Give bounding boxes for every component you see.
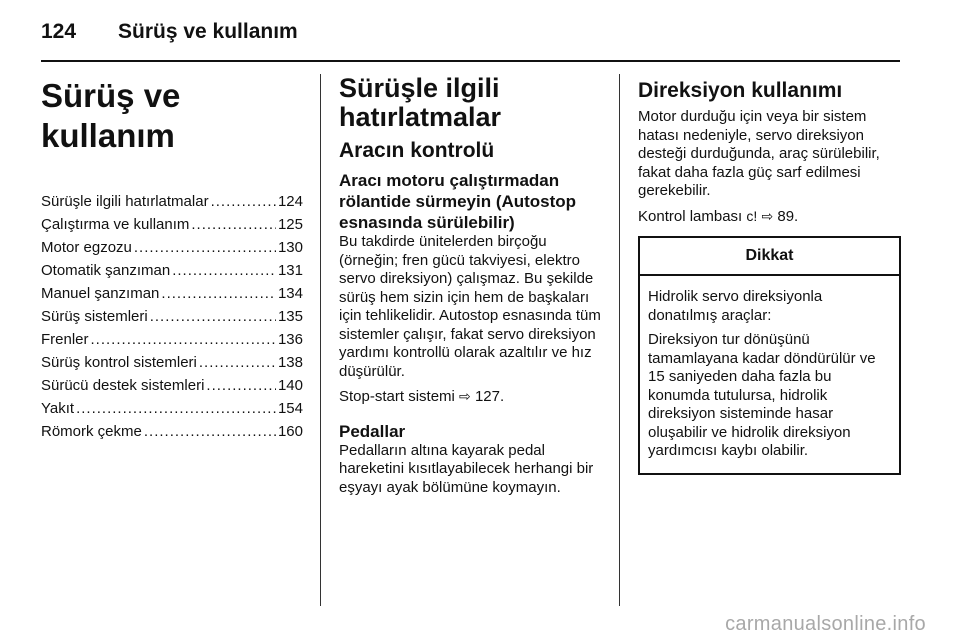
toc-item-label: Otomatik şanzıman	[41, 262, 171, 279]
section-subtitle: Aracın kontrolü	[339, 139, 495, 162]
watermark: carmanualsonline.info	[725, 613, 926, 635]
toc-item-label: Römork çekme	[41, 423, 142, 440]
toc-item[interactable]	[41, 305, 303, 328]
toc-leader-dots	[206, 374, 276, 397]
toc-item[interactable]	[41, 397, 303, 420]
arrow-right-icon: ⇨	[459, 388, 471, 404]
control-lamp-reference[interactable]	[638, 207, 901, 227]
toc-list	[41, 190, 303, 443]
caution-paragraph-2: Direksiyon tur dönüşünü tamamlayana kadar döndürülür ve 15 saniyeden daha fazla bu konumda tutulursa, hidrolik direksiyon sisteminde hasar oluşabilir ve hidrolik direksiyon yardımcısı kaybı olabilir.	[648, 331, 876, 459]
toc-item-page: 138	[277, 354, 303, 371]
toc-leader-dots	[76, 397, 276, 420]
reference-label: Stop-start sistemi	[339, 388, 455, 405]
caution-paragraph-1: Hidrolik servo direksiyonla donatılmış araçlar:	[648, 288, 823, 324]
toc-item-page: 135	[277, 308, 303, 325]
toc-item[interactable]	[41, 420, 303, 443]
toc-item-page: 160	[277, 423, 303, 440]
toc-item-page: 154	[277, 400, 303, 417]
pedals-body: Pedalların altına kayarak pedal hareketini kısıtlayabilecek herhangi bir eşyayı ayak bölümüne koymayın.	[339, 441, 594, 496]
toc-item[interactable]	[41, 282, 303, 305]
column-driving-notes	[339, 74, 607, 503]
toc-item-page: 131	[277, 262, 303, 279]
toc-item-label: Çalıştırma ve kullanım	[41, 216, 190, 233]
toc-item-page: 125	[277, 216, 303, 233]
steering-heading: Direksiyon kullanımı	[638, 79, 843, 102]
stop-start-reference[interactable]	[339, 387, 607, 407]
reference-page: 89.	[777, 207, 799, 225]
toc-item-label: Yakıt	[41, 400, 75, 417]
toc-item-label: Sürüşle ilgili hatırlatmalar	[41, 193, 209, 210]
column-contents	[41, 74, 303, 443]
running-title: Sürüş ve kullanım	[118, 20, 298, 43]
toc-item[interactable]	[41, 351, 303, 374]
toc-item-page: 124	[277, 193, 303, 210]
toc-item-label: Sürüş kontrol sistemleri	[41, 354, 197, 371]
toc-leader-dots	[161, 282, 276, 305]
toc-item[interactable]	[41, 259, 303, 282]
reference-label: Kontrol lambası	[638, 207, 743, 225]
page-number: 124	[41, 20, 77, 43]
pedals-heading: Pedallar	[339, 421, 406, 441]
caution-box	[638, 236, 901, 475]
caution-title: Dikkat	[640, 238, 899, 276]
reference-page: 127.	[474, 388, 505, 405]
toc-item-label: Sürücü destek sistemleri	[41, 377, 205, 394]
steering-warning-icon: c!	[746, 207, 758, 224]
toc-item[interactable]	[41, 213, 303, 236]
engine-off-heading: Aracı motoru çalıştırmadan rölantide sürmeyin (Autostop esnasında sürülebilir)	[339, 171, 577, 232]
toc-item-label: Sürüş sistemleri	[41, 308, 148, 325]
toc-item[interactable]	[41, 328, 303, 351]
toc-leader-dots	[134, 236, 276, 259]
toc-item-page: 134	[277, 285, 303, 302]
toc-leader-dots	[172, 259, 276, 282]
toc-item[interactable]	[41, 374, 303, 397]
engine-off-body: Bu takdirde ünitelerden birçoğu (örneğin; fren gücü takviyesi, elektro servo direksiyon) çalışmaz. Bu şekilde sürüş hem sizin için hem de başkaları için tehlikelidir. Autostop esnasında tüm sistemler çalışır, fakat servo direksiyon yardımı kontrollü olarak azaltılır ve hız düşürülür.	[339, 233, 601, 380]
arrow-right-icon: ⇨	[761, 207, 774, 224]
column-divider-2	[619, 74, 620, 606]
chapter-title: Sürüş ve kullanım	[41, 77, 181, 154]
toc-item-label: Frenler	[41, 331, 89, 348]
toc-leader-dots	[199, 351, 276, 374]
toc-leader-dots	[91, 328, 276, 351]
steering-body: Motor durduğu için veya bir sistem hatası nedeniyle, servo direksiyon desteği durduğunda, araç sürülebilir, fakat daha fazla güç sarf edilmesi gerekebilir.	[638, 108, 880, 199]
toc-item-page: 140	[277, 377, 303, 394]
toc-leader-dots	[144, 420, 276, 443]
page-header	[41, 14, 921, 54]
toc-leader-dots	[211, 190, 276, 213]
column-divider-1	[320, 74, 321, 606]
toc-leader-dots	[191, 213, 276, 236]
column-steering	[638, 74, 901, 475]
toc-item-page: 136	[277, 331, 303, 348]
section-title: Sürüşle ilgili hatırlatmalar	[339, 73, 502, 132]
toc-item-label: Manuel şanzıman	[41, 285, 160, 302]
toc-item[interactable]	[41, 190, 303, 213]
toc-item[interactable]	[41, 236, 303, 259]
toc-item-page: 130	[277, 239, 303, 256]
header-divider	[41, 60, 900, 62]
toc-leader-dots	[150, 305, 276, 328]
caution-body	[640, 276, 899, 473]
toc-item-label: Motor egzozu	[41, 239, 132, 256]
